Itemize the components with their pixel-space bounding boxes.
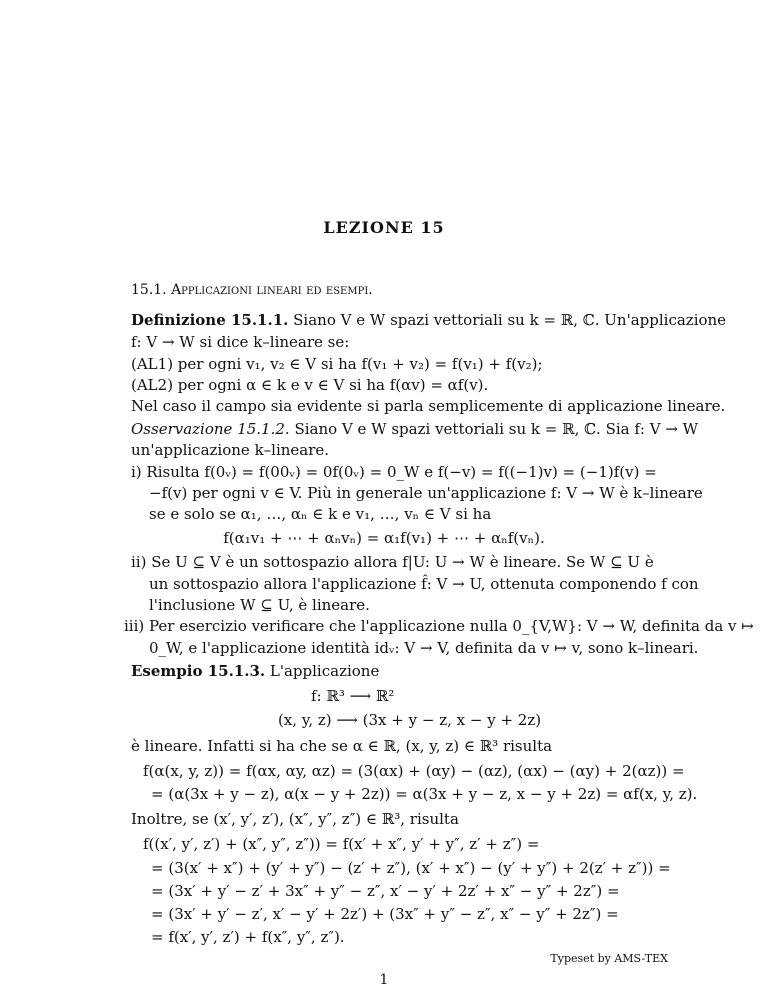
- example-map-line-2: (x, y, z) ⟶ (3x + y − z, x − y + 2z): [278, 711, 542, 729]
- definition-label: Definizione 15.1.1.: [131, 311, 289, 329]
- observation-i-2: −f(v) per ogni v ∈ V. Più in generale un'applicazione f: V → W è k–lineare: [149, 484, 703, 502]
- example-intro: L'applicazione: [269, 662, 380, 680]
- typeset-note: Typeset by AMS-TEX: [550, 952, 668, 965]
- observation-ii-2: un sottospazio allora l'applicazione f̂: V → U, ottenuta componendo f con: [149, 575, 699, 593]
- example-map-line-1: f: ℝ³ ⟶ ℝ²: [311, 687, 395, 705]
- example-eq-b-3: = (3x′ + y′ − z′ + 3x″ + y″ − z″, x′ − y′ + 2z′ + x″ − y″ + 2z″) =: [151, 882, 620, 900]
- example-eq-a-2: = (α(3x + y − z), α(x − y + 2z)) = α(3x + y − z, x − y + 2z) = αf(x, y, z).: [151, 785, 698, 803]
- definition-text-1: Siano V e W spazi vettoriali su k = ℝ, ℂ. Un'applicazione: [293, 311, 727, 329]
- example-linear: è lineare. Infatti si ha che se α ∈ ℝ, (x, y, z) ∈ ℝ³ risulta: [131, 737, 553, 755]
- observation-ii-3: l'inclusione W ⊆ U, è lineare.: [149, 596, 370, 614]
- example-label: Esempio 15.1.3.: [131, 662, 266, 680]
- definition-line-1: [131, 310, 726, 330]
- example-eq-b-5: = f(x′, y′, z′) + f(x″, y″, z″).: [151, 928, 345, 946]
- definition-line-2: f: V → W si dice k–lineare se:: [131, 333, 350, 351]
- example-eq-b-1: f((x′, y′, z′) + (x″, y″, z″)) = f(x′ + x″, y′ + y″, z′ + z″) =: [143, 835, 540, 853]
- observation-ii-1: ii) Se U ⊆ V è un sottospazio allora f|U: U → W è lineare. Se W ⊆ U è: [131, 553, 654, 571]
- example-eq-b-2: = (3(x′ + x″) + (y′ + y″) − (z′ + z″), (x′ + x″) − (y′ + y″) + 2(z′ + z″)) =: [151, 859, 671, 877]
- example-line-1: [131, 661, 379, 681]
- example-inoltre: Inoltre, se (x′, y′, z′), (x″, y″, z″) ∈ ℝ³, risulta: [131, 810, 459, 828]
- example-eq-b-4: = (3x′ + y′ − z′, x′ − y′ + 2z′) + (3x″ + y″ − z″, x″ − y″ + 2z″) =: [151, 905, 619, 923]
- example-eq-a-1: f(α(x, y, z)) = f(αx, αy, αz) = (3(αx) + (αy) − (αz), (αx) − (αy) + 2(αz)) =: [143, 762, 685, 780]
- definition-line-5: Nel caso il campo sia evidente si parla semplicemente di applicazione lineare.: [131, 397, 726, 415]
- observation-iii-1: iii) Per esercizio verificare che l'applicazione nulla 0_{V,W}: V → W, definita da v ↦: [124, 617, 754, 635]
- observation-line-2: un'applicazione k–lineare.: [131, 441, 330, 459]
- observation-i-formula: f(α₁v₁ + ⋯ + αₙvₙ) = α₁f(v₁) + ⋯ + αₙf(vₙ).: [223, 529, 545, 547]
- observation-i-1: i) Risulta f(0ᵥ) = f(00ᵥ) = 0f(0ᵥ) = 0_W e f(−v) = f((−1)v) = (−1)f(v) =: [131, 463, 657, 481]
- observation-i-3: se e solo se α₁, …, αₙ ∈ k e v₁, …, vₙ ∈ V si ha: [149, 505, 492, 523]
- definition-al1: (AL1) per ogni v₁, v₂ ∈ V si ha f(v₁ + v₂) = f(v₁) + f(v₂);: [131, 355, 543, 373]
- observation-line-1: [131, 419, 698, 439]
- chapter-title: LEZIONE 15: [323, 218, 445, 237]
- definition-al2: (AL2) per ogni α ∈ k e v ∈ V si ha f(αv) = αf(v).: [131, 376, 489, 394]
- observation-iii-2: 0_W, e l'applicazione identità idᵥ: V → V, definita da v ↦ v, sono k–lineari.: [149, 639, 699, 657]
- page-number: 1: [379, 972, 389, 988]
- section-title: 15.1. Applicazioni lineari ed esempi.: [131, 282, 373, 298]
- observation-text-1: Siano V e W spazi vettoriali su k = ℝ, ℂ. Sia f: V → W: [294, 420, 699, 438]
- observation-label: Osservazione 15.1.2.: [131, 420, 290, 438]
